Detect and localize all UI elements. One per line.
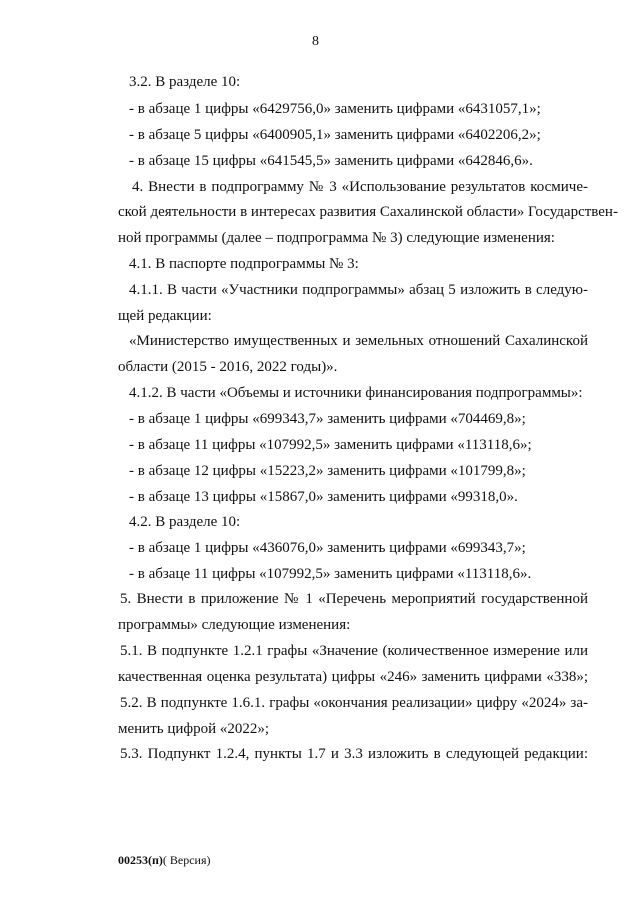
text-line: - в абзаце 5 цифры «6400905,1» заменить цифрами «6402206,2»; [129, 127, 541, 143]
text-line: 5.2. В подпункте 1.6.1. графы «окончания реализации» цифру «2024» за- [120, 695, 588, 711]
text-line: - в абзаце 1 цифры «436076,0» заменить цифрами «699343,7»; [129, 540, 526, 556]
text-line: 3.2. В разделе 10: [129, 74, 241, 90]
text-line: - в абзаце 1 цифры «6429756,0» заменить цифрами «6431057,1»; [129, 101, 541, 117]
text-line: 4.1.1. В части «Участники подпрограммы» абзац 5 изложить в следую- [129, 282, 588, 298]
text-line: программы» следующие изменения: [118, 617, 351, 633]
text-line: 4.1. В паспорте подпрограммы № 3: [129, 256, 359, 272]
text-line: ской деятельности в интересах развития Сахалинской области» Государствен- [118, 204, 618, 220]
text-line: менить цифрой «2022»; [118, 721, 270, 737]
text-line: - в абзаце 1 цифры «699343,7» заменить цифрами «704469,8»; [129, 411, 526, 427]
page-number: 8 [312, 34, 319, 49]
text-line: 5.3. Подпункт 1.2.4, пункты 1.7 и 3.3 изложить в следующей редакции: [120, 746, 588, 762]
text-line: ной программы (далее – подпрограмма № 3) следующие изменения: [118, 230, 555, 246]
text-line: - в абзаце 15 цифры «641545,5» заменить цифрами «642846,6». [129, 153, 533, 169]
text-line: - в абзаце 12 цифры «15223,2» заменить цифрами «101799,8»; [129, 463, 526, 479]
text-line: - в абзаце 13 цифры «15867,0» заменить цифрами «99318,0». [129, 489, 518, 505]
text-line: 4.1.2. В части «Объемы и источники финансирования подпрограммы»: [129, 385, 583, 401]
text-line: - в абзаце 11 цифры «107992,5» заменить цифрами «113118,6». [129, 566, 532, 582]
text-line: качественная оценка результата) цифры «246» заменить цифрами «338»; [118, 669, 588, 685]
text-line: - в абзаце 11 цифры «107992,5» заменить цифрами «113118,6»; [129, 437, 532, 453]
document-version: ( Версия) [162, 853, 211, 867]
text-line: области (2015 - 2016, 2022 годы)». [118, 359, 338, 375]
text-line: 4. Внести в подпрограмму № 3 «Использование результатов космиче- [132, 179, 588, 195]
document-code: 00253(п) [118, 853, 163, 867]
text-line: «Министерство имущественных и земельных отношений Сахалинской [129, 333, 588, 349]
text-line: 5. Внести в приложение № 1 «Перечень мероприятий государственной [120, 591, 588, 607]
text-line: 5.1. В подпункте 1.2.1 графы «Значение (количественное измерение или [120, 643, 588, 659]
text-line: щей редакции: [118, 308, 212, 324]
text-line: 4.2. В разделе 10: [129, 514, 241, 530]
document-footer [118, 853, 211, 868]
